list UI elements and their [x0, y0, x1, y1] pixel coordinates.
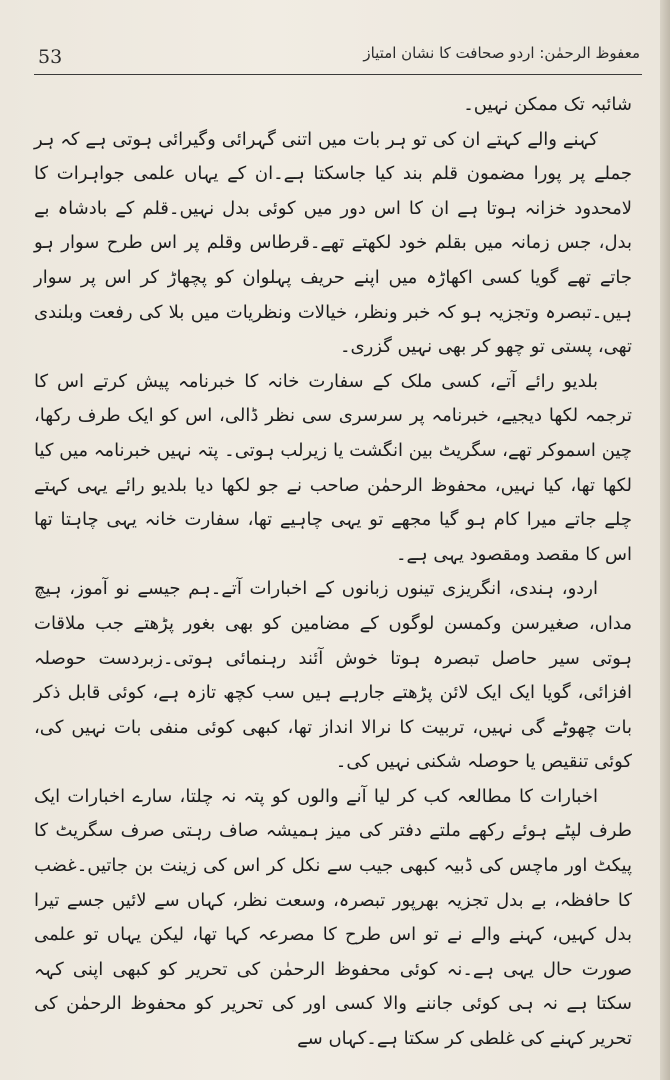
- header-rule: [34, 74, 642, 75]
- paragraph: اخبارات کا مطالعہ کب کر لیا آنے والوں کو پتہ نہ چلتا، سارے اخبارات ایک طرف لپٹے ہوئے رکھے ملتے دفتر کی میز ہمیشہ صاف رہتی صرف سگریٹ کا پیکٹ اور ماچس کی ڈبیہ کبھی جیب سے نکل کر اس کی زینت بن جاتیں۔غضب کا حافظہ، بے بدل تجزیہ بھرپور تبصرہ، وسعت نظر، کہاں سے لائیں جسے تیرا بدل کہیں، کہنے والے نے تو اس طرح کا مصرعہ کہا تھا، لیکن یہاں تو علمی صورت حال یہی ہے۔نہ کوئی محفوظ الرحمٰن کی تحریر کو کبھی اپنی کہہ سکتا ہے نہ ہی کوئی جاننے والا کسی اور کی تحریر کو محفوظ الرحمٰن کی تحریر کہنے کی غلطی کر سکتا ہے۔کہاں سے: [34, 785, 632, 1050]
- page-number: 53: [38, 46, 63, 68]
- running-head: معفوظ الرحمٰن: اردو صحافت کا نشان امتیاز: [363, 44, 640, 62]
- page-header: [0, 40, 670, 80]
- paragraph: اردو، ہندی، انگریزی تینوں زبانوں کے اخبارات آتے۔ہم جیسے نو آموز، ہیچ مداں، صغیرسن وکمسن لوگوں کے مضامین کو بھی بغور پڑھتے جب ملاقات ہوتی سیر حاصل تبصرہ ہوتا خوش آئند رہنمائی ہوتی۔زبردست حوصلہ افزائی، گویا ایک ایک لائن پڑھتے جارہے ہیں سب کچھ تازہ ہے، کوئی قابل ذکر بات چھوٹے گی نہیں، تربیت کا نرالا انداز تھا، کبھی کوئی منفی بات نہیں کی، کوئی تنقیص یا حوصلہ شکنی نہیں کی۔: [34, 578, 632, 773]
- paragraph-continuation: شائبہ تک ممکن نہیں۔: [463, 94, 632, 115]
- body-text: [34, 88, 632, 1057]
- paragraph: بلدیو رائے آتے، کسی ملک کے سفارت خانہ کا خبرنامہ پیش کرتے اس کا ترجمہ لکھا دیجیے، خبرنامہ پر سرسری سی نظر ڈالی، اس کو ایک طرف رکھا، چین اسموکر تھے، سگریٹ بین انگشت یا زیرلب ہوتی۔ پتہ نہیں خبرنامہ میں کیا لکھا تھا، کیا نہیں، محفوظ الرحمٰن صاحب نے جو لکھا دیا بلدیو رائے یہی کہتے چلے جاتے میرا کام ہو گیا مجھے تو یہی چاہیے تھا، سفارت خانہ یہی چاہتا تھا اس کا مقصد ومقصود یہی ہے۔: [34, 370, 632, 565]
- page-edge: [660, 0, 670, 1080]
- paragraph: کہنے والے کہتے ان کی تو ہر بات میں اتنی گہرائی وگیرائی ہوتی ہے کہ ہر جملے پر پورا مضمون قلم بند کیا جاسکتا ہے۔ان کے یہاں علمی جواہرات کا لامحدود خزانہ ہوتا ہے ان کا اس دور میں کوئی بدل نہیں۔قلم کے بادشاہ بے بدل، جس زمانہ میں بقلم خود لکھتے تھے۔قرطاس وقلم پر اس طرح سوار ہو جاتے تھے گویا کسی اکھاڑہ میں اپنے حریف پہلوان کو پچھاڑ کر اس پر سوار ہیں۔تبصرہ وتجزیہ ہو کہ خبر ونظر، خیالات ونظریات میں بلا کی رفعت وبلندی تھی، پستی تو چھو کر بھی نہیں گزری۔: [34, 128, 632, 358]
